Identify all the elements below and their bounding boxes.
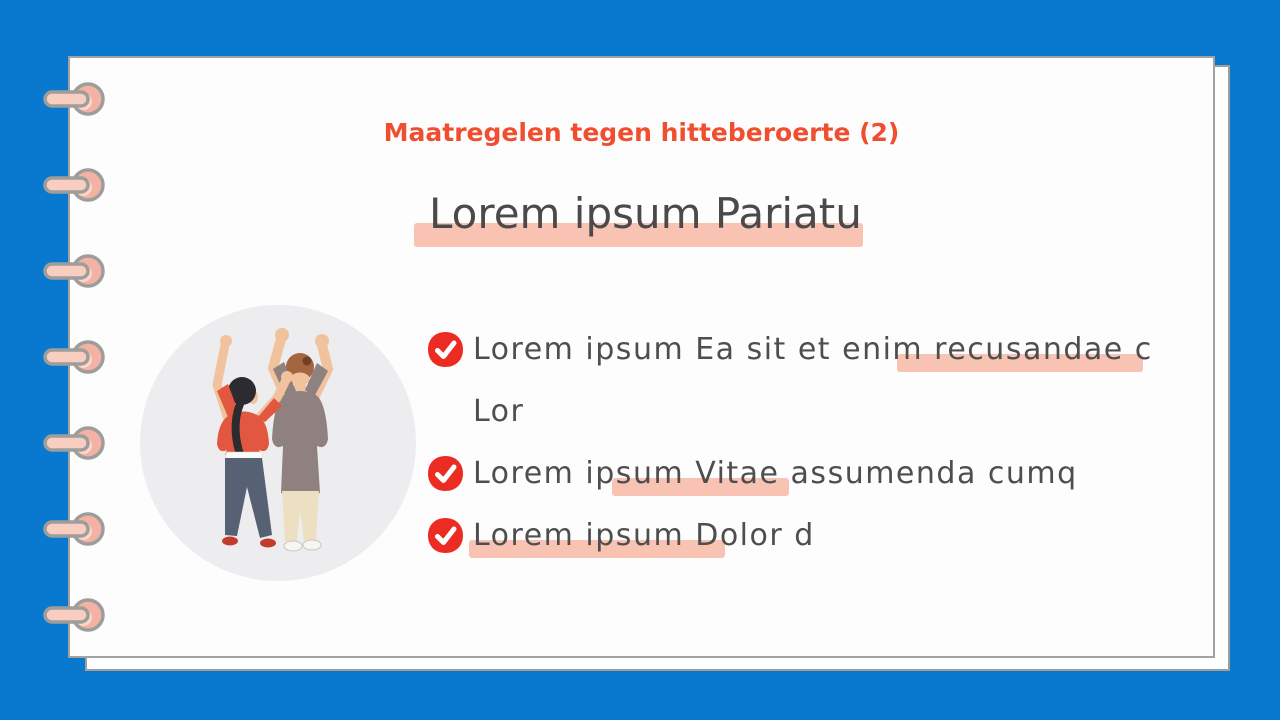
slide-title: Maatregelen tegen hitteberoerte (2) bbox=[383, 118, 900, 147]
bullet-list bbox=[427, 319, 1153, 567]
man-figure bbox=[272, 328, 329, 551]
bullet-text-line: Lorem ipsum Vitae assumenda cumq bbox=[473, 456, 1078, 491]
binder-ring-icon bbox=[42, 509, 108, 549]
binder-ring-icon bbox=[42, 79, 108, 119]
binder-ring-icon bbox=[42, 165, 108, 205]
check-circle-icon bbox=[427, 517, 464, 554]
binder-ring-icon bbox=[42, 423, 108, 463]
bullet-text-line: Lorem ipsum Ea sit et enim recusandae c bbox=[473, 332, 1153, 367]
slide-heading: Lorem ipsum Pariatu bbox=[429, 189, 862, 238]
illustration-two-people-cheering bbox=[140, 305, 416, 581]
binder-ring-icon bbox=[42, 337, 108, 377]
bullet-text-line: Lor bbox=[473, 394, 525, 429]
binder-ring-icon bbox=[42, 595, 108, 635]
check-circle-icon bbox=[427, 331, 464, 368]
bullet-item-1 bbox=[427, 319, 1153, 443]
bullet-item-3 bbox=[427, 505, 1153, 567]
bullet-text-line: Lorem ipsum Dolor d bbox=[473, 518, 815, 553]
bullet-item-2 bbox=[427, 443, 1153, 505]
binder-ring-icon bbox=[42, 251, 108, 291]
check-circle-icon bbox=[427, 455, 464, 492]
